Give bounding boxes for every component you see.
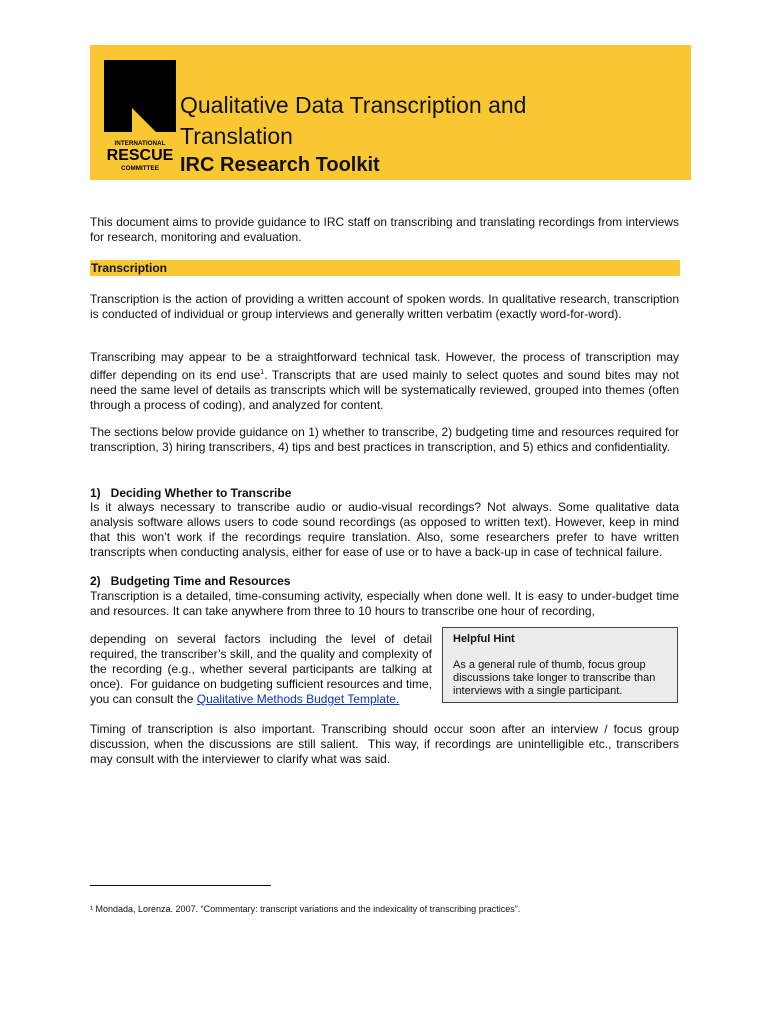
subtitle: IRC Research Toolkit — [180, 154, 380, 176]
paragraph-end-use — [90, 350, 679, 413]
footnote-divider — [90, 885, 271, 886]
heading-deciding: 1) Deciding Whether to Transcribe — [90, 486, 292, 500]
logo-line-committee: COMMITTEE — [121, 165, 159, 172]
logo-line-rescue: RESCUE — [106, 147, 174, 164]
hint-text: As a general rule of thumb, focus group discussions take longer to transcribe than interviews with a single participant. — [453, 659, 656, 697]
paragraph-timing: Timing of transcription is also important. Transcribing should occur soon after an interview / focus group discussion, when the discussions are still salient. This way, if recordings are unintelligible etc., transcribers may consult with the interviewer to clarify what was said. — [90, 722, 679, 766]
heading-budgeting: 2) Budgeting Time and Resources — [90, 574, 291, 588]
title-line-2: Translation — [180, 123, 293, 149]
budget-template-link[interactable]: Qualitative Methods Budget Template. — [196, 692, 400, 706]
footnote-mark[interactable]: 1 — [260, 369, 265, 376]
footnote: ¹ Mondada, Lorenza. 2007. “Commentary: transcript variations and the indexicality of transcribing practices”. — [90, 904, 521, 914]
paragraph-end-use-part1: Transcribing may appear to be a straightforward technical task. However, the process of transcription may differ depending on its end use — [90, 350, 679, 382]
paragraph-budget-factors-text: depending on several factors including the level of detail required, the transcriber’s skill, and the quality and complexity of the recording (e.g., whether several participants are talking at once). For guidance on budgeting sufficient resources and time, you can consult the — [90, 632, 432, 706]
section-title: Transcription — [91, 261, 168, 275]
paragraph-budgeting: Transcription is a detailed, time-consuming activity, especially when done well. It is easy to under-budget time and resources. It can take anywhere from three to 10 hours to transcribe one hour of recording, — [90, 589, 679, 618]
irc-logo — [100, 58, 180, 176]
paragraph-budget-factors — [90, 632, 432, 707]
section-bar — [90, 260, 680, 276]
intro-paragraph: This document aims to provide guidance to IRC staff on transcribing and translating recordings from interviews for research, monitoring and evaluation. — [90, 215, 679, 244]
logo-line-international: INTERNATIONAL — [114, 140, 166, 147]
paragraph-transcription-definition: Transcription is the action of providing a written account of spoken words. In qualitative research, transcription is conducted of individual or group interviews and generally written verbatim (exactly word-for-word). — [90, 292, 679, 321]
hint-title: Helpful Hint — [453, 633, 515, 645]
paragraph-deciding: Is it always necessary to transcribe audio or audio-visual recordings? Not always. Some qualitative data analysis software allows users to code sound recordings (as opposed to written text). However, keep in mind that this won’t work if the recordings require translation. Also, some researchers prefer to have written transcripts when conducting analysis, either for ease of use or to have a back-up in case of technical failure. — [90, 500, 679, 559]
helpful-hint-box — [442, 627, 678, 703]
paragraph-sections-overview: The sections below provide guidance on 1) whether to transcribe, 2) budgeting time and resources required for transcription, 3) hiring transcribers, 4) tips and best practices in transcription, and 5) ethics and confidentiality. — [90, 425, 679, 454]
paragraph-end-use-part2: . Transcripts that are used mainly to select quotes and sound bites may not need the same level of details as transcripts which will be systematically reviewed, grouped into themes (often through a process of coding), and analyzed for content. — [90, 368, 680, 412]
title-line-1: Qualitative Data Transcription and — [180, 92, 527, 118]
